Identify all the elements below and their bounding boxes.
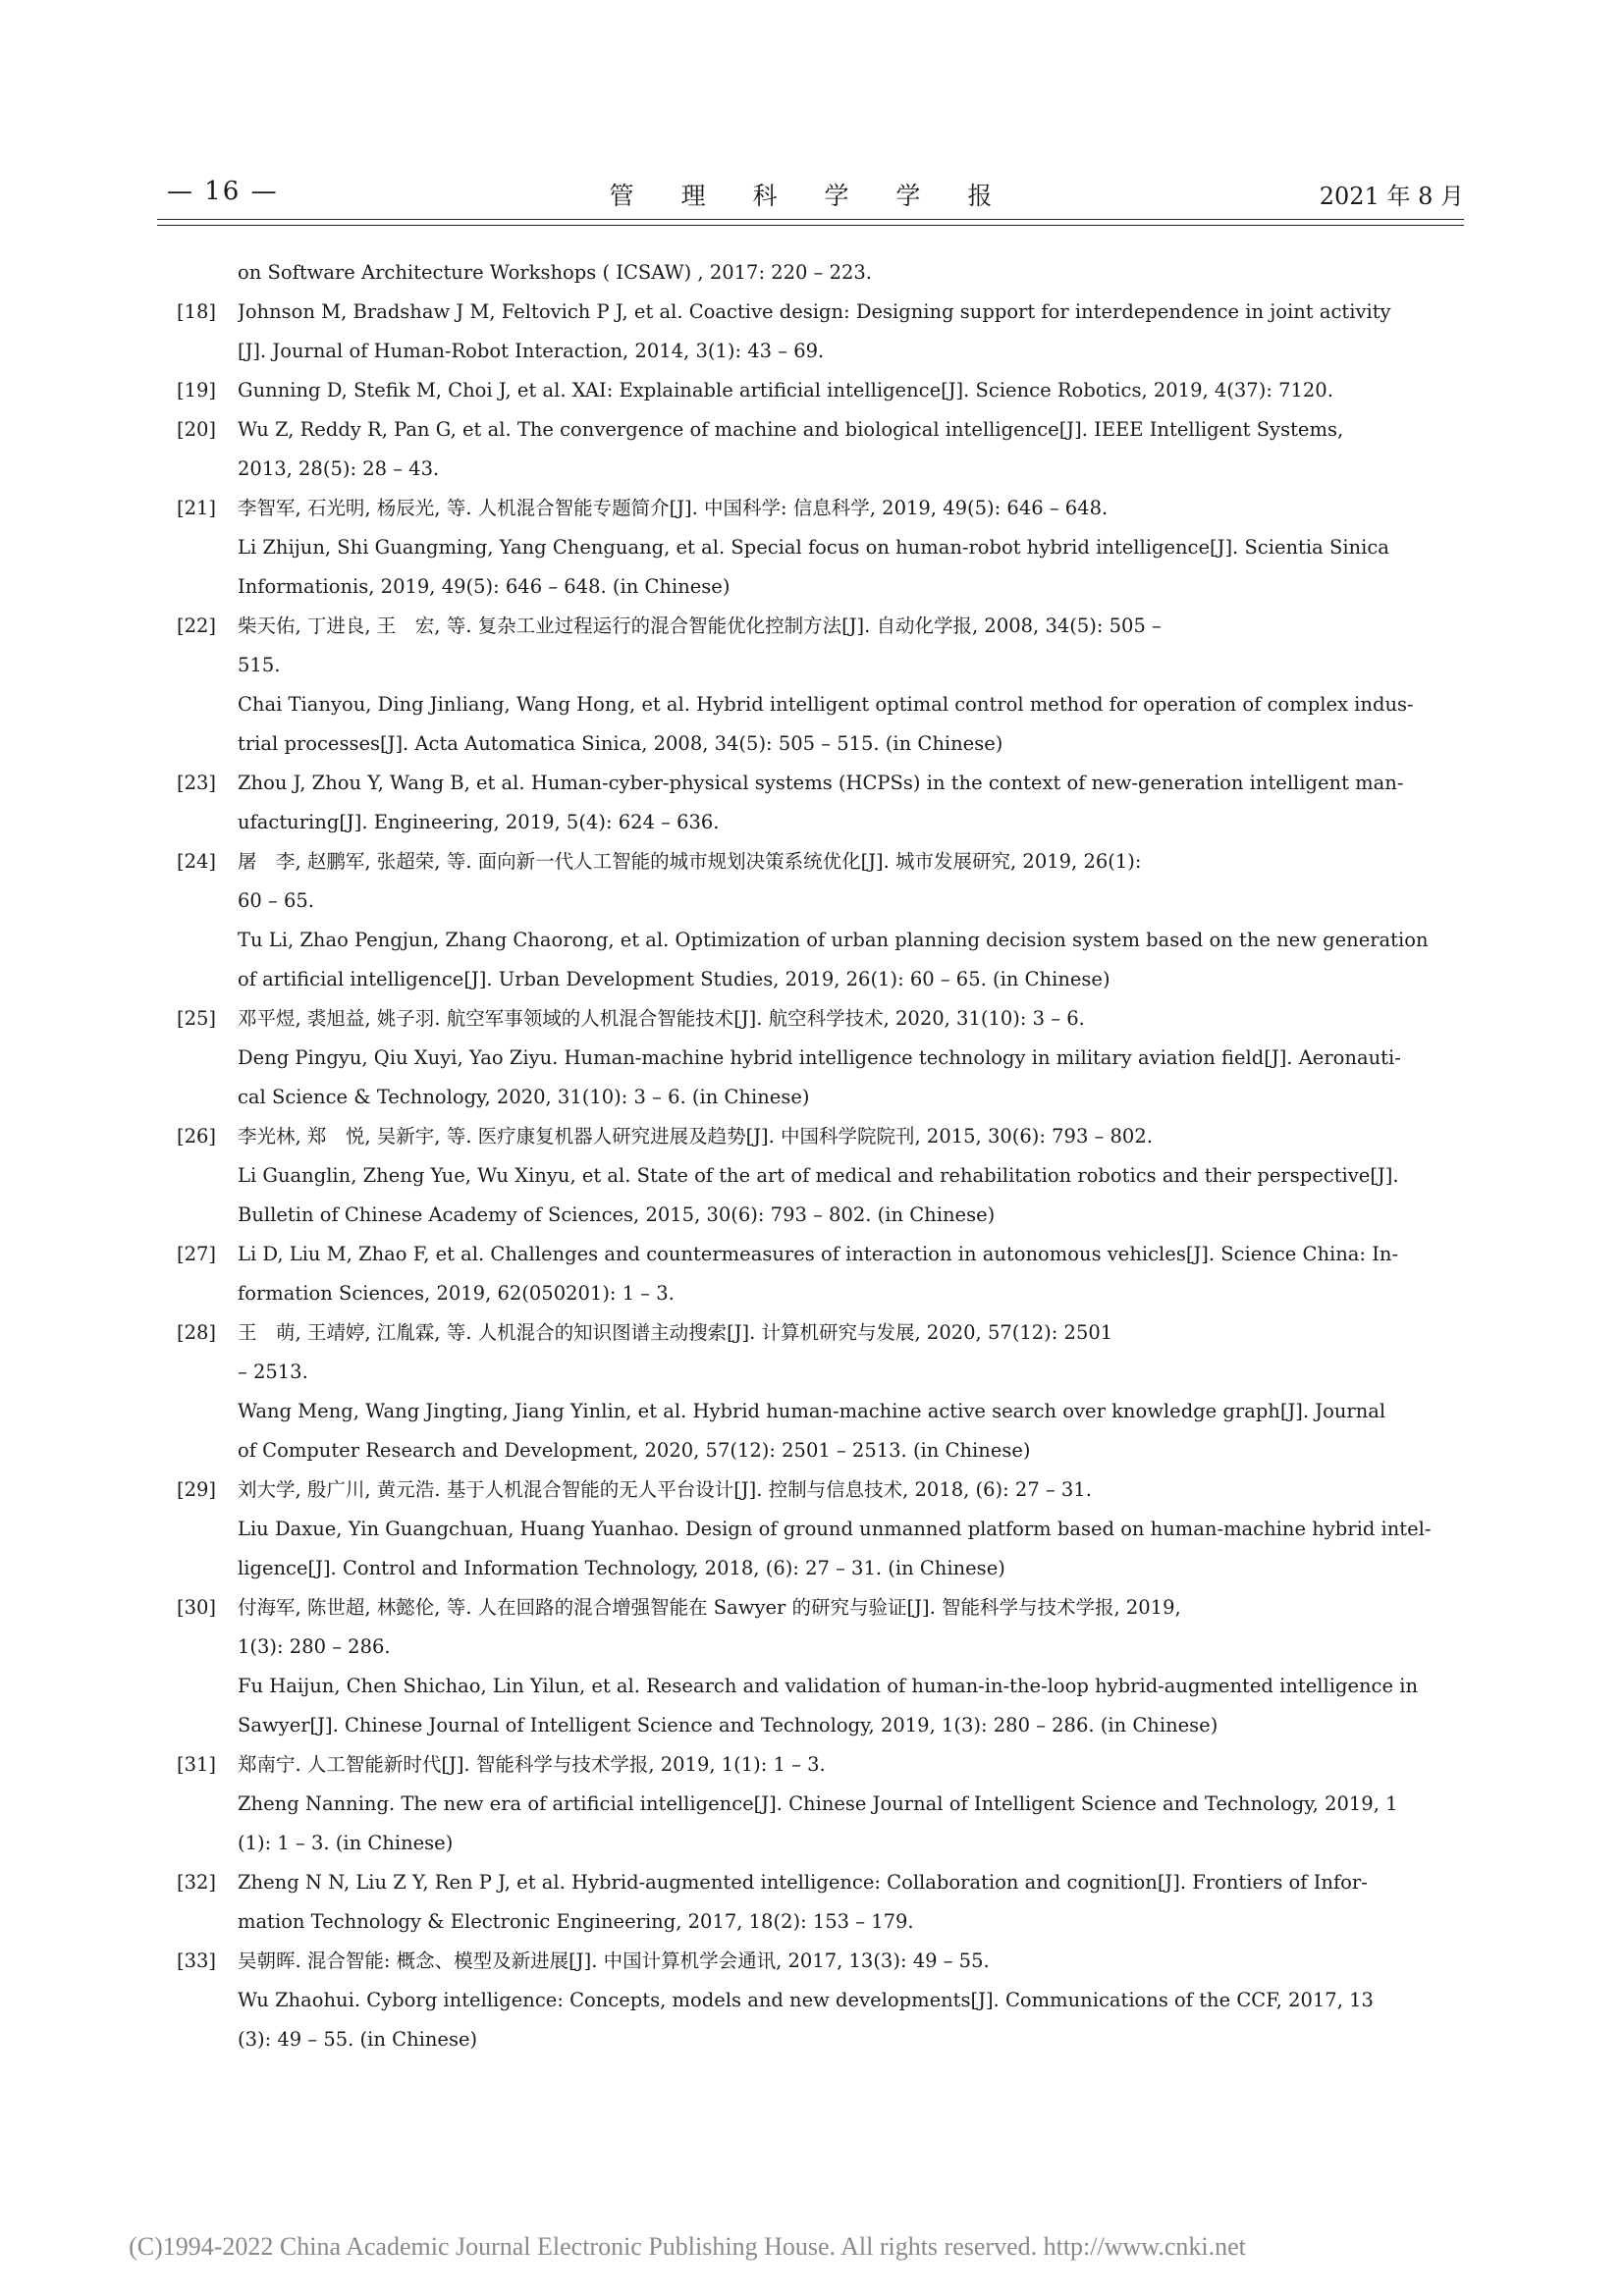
reference-item — [177, 410, 1464, 489]
reference-line: (3): 49 – 55. (in Chinese) — [238, 2028, 478, 2051]
reference-text — [238, 293, 1464, 371]
reference-number: [26] — [177, 1125, 217, 1148]
reference-number: [18] — [177, 300, 217, 323]
reference-line: 郑南宁. 人工智能新时代[J]. 智能科学与技术学报, 2019, 1(1): 1 – 3. — [238, 1753, 826, 1776]
header-rule-bottom — [157, 225, 1464, 226]
reference-number: [30] — [177, 1596, 217, 1619]
reference-line: Zheng N N, Liu Z Y, Ren P J, et al. Hybrid-augmented intelligence: Collaboration and cognition[J]. Frontiers of Infor- — [238, 1871, 1368, 1894]
reference-text — [238, 1745, 1464, 1863]
reference-number: [21] — [177, 497, 217, 519]
reference-item — [177, 1745, 1464, 1863]
reference-line: Tu Li, Zhao Pengjun, Zhang Chaorong, et al. Optimization of urban planning decision system based on the new generation — [238, 929, 1429, 951]
reference-number: [20] — [177, 418, 217, 441]
reference-line: Li D, Liu M, Zhao F, et al. Challenges and countermeasures of interaction in autonomous vehicles[J]. Science China: In- — [238, 1243, 1399, 1265]
reference-line: Sawyer[J]. Chinese Journal of Intelligent Science and Technology, 2019, 1(3): 280 – 286. (in Chinese) — [238, 1714, 1218, 1736]
reference-number: [22] — [177, 614, 217, 637]
reference-line: trial processes[J]. Acta Automatica Sinica, 2008, 34(5): 505 – 515. (in Chinese) — [238, 732, 1003, 755]
reference-line: 吴朝晖. 混合智能: 概念、模型及新进展[J]. 中国计算机学会通讯, 2017, 13(3): 49 – 55. — [238, 1949, 990, 1972]
reference-line: formation Sciences, 2019, 62(050201): 1 – 3. — [238, 1282, 675, 1305]
reference-text — [238, 1470, 1464, 1588]
reference-number: [25] — [177, 1007, 217, 1030]
reference-item — [177, 764, 1464, 842]
reference-line: Zhou J, Zhou Y, Wang B, et al. Human-cyber-physical systems (HCPSs) in the context of new-generation intelligent man- — [238, 772, 1404, 794]
reference-line: 付海军, 陈世超, 林懿伦, 等. 人在回路的混合增强智能在 Sawyer 的研究与验证[J]. 智能科学与技术学报, 2019, — [238, 1596, 1181, 1619]
reference-item — [177, 489, 1464, 607]
reference-number: [23] — [177, 772, 217, 794]
reference-text — [238, 842, 1464, 999]
reference-text — [238, 1588, 1464, 1745]
reference-text — [238, 1117, 1464, 1235]
reference-number: [31] — [177, 1753, 217, 1776]
reference-item — [177, 842, 1464, 999]
reference-line: of Computer Research and Development, 2020, 57(12): 2501 – 2513. (in Chinese) — [238, 1439, 1031, 1462]
reference-line: of artificial intelligence[J]. Urban Development Studies, 2019, 26(1): 60 – 65. (in Chinese) — [238, 968, 1110, 990]
reference-continuation — [177, 253, 1464, 293]
reference-item — [177, 1863, 1464, 1942]
reference-number: [32] — [177, 1871, 217, 1894]
reference-line: (1): 1 – 3. (in Chinese) — [238, 1832, 454, 1854]
reference-item — [177, 1235, 1464, 1313]
reference-text — [238, 1863, 1464, 1942]
reference-item — [177, 1588, 1464, 1745]
reference-line: Bulletin of Chinese Academy of Sciences, 2015, 30(6): 793 – 802. (in Chinese) — [238, 1203, 996, 1226]
reference-number: [27] — [177, 1243, 217, 1265]
reference-line: – 2513. — [238, 1361, 308, 1383]
reference-line: 2013, 28(5): 28 – 43. — [238, 457, 440, 480]
reference-number: [24] — [177, 850, 217, 873]
reference-text — [238, 1942, 1464, 2059]
issue-date: 2021 年 8 月 — [1319, 183, 1464, 210]
reference-line: 邓平煜, 裘旭益, 姚子羽. 航空军事领域的人机混合智能技术[J]. 航空科学技术, 2020, 31(10): 3 – 6. — [238, 1007, 1085, 1030]
reference-text — [238, 607, 1464, 764]
reference-line: cal Science & Technology, 2020, 31(10): 3 – 6. (in Chinese) — [238, 1086, 810, 1108]
reference-line: Gunning D, Stefik M, Choi J, et al. XAI: Explainable artificial intelligence[J]. Science Robotics, 2019, 4(37): 7120. — [238, 379, 1333, 401]
reference-line: 柴天佑, 丁进良, 王 宏, 等. 复杂工业过程运行的混合智能优化控制方法[J]. 自动化学报, 2008, 34(5): 505 – — [238, 614, 1162, 637]
reference-line: Zheng Nanning. The new era of artificial intelligence[J]. Chinese Journal of Intelligent Science and Technology, 2019, 1 — [238, 1792, 1398, 1815]
reference-line: Liu Daxue, Yin Guangchuan, Huang Yuanhao. Design of ground unmanned platform based on human-machine hybrid intel- — [238, 1518, 1432, 1540]
reference-line: on Software Architecture Workshops ( ICSAW) , 2017: 220 – 223. — [238, 261, 872, 284]
reference-line: Informationis, 2019, 49(5): 646 – 648. (in Chinese) — [238, 575, 731, 598]
reference-number: [28] — [177, 1321, 217, 1344]
reference-text — [238, 999, 1464, 1117]
reference-text — [238, 410, 1464, 489]
reference-number: [29] — [177, 1478, 217, 1501]
reference-line: mation Technology & Electronic Engineering, 2017, 18(2): 153 – 179. — [238, 1910, 914, 1933]
reference-line: Li Guanglin, Zheng Yue, Wu Xinyu, et al. State of the art of medical and rehabilitation robotics and their perspective[J]. — [238, 1164, 1399, 1187]
journal-title: 管 理 科 学 学 报 — [609, 182, 1012, 210]
reference-text — [238, 1235, 1464, 1313]
reference-line: 李光林, 郑 悦, 吴新宇, 等. 医疗康复机器人研究进展及趋势[J]. 中国科学院院刊, 2015, 30(6): 793 – 802. — [238, 1125, 1153, 1148]
reference-line: 李智军, 石光明, 杨辰光, 等. 人机混合智能专题简介[J]. 中国科学: 信息科学, 2019, 49(5): 646 – 648. — [238, 497, 1109, 519]
reference-line: Wang Meng, Wang Jingting, Jiang Yinlin, et al. Hybrid human-machine active search over knowledge graph[J]. Journal — [238, 1400, 1386, 1422]
reference-list — [177, 253, 1464, 2059]
reference-text — [238, 1313, 1464, 1470]
reference-line: 屠 李, 赵鹏军, 张超荣, 等. 面向新一代人工智能的城市规划决策系统优化[J]. 城市发展研究, 2019, 26(1): — [238, 850, 1142, 873]
reference-text — [238, 764, 1464, 842]
reference-number: [19] — [177, 379, 217, 401]
reference-line: ufacturing[J]. Engineering, 2019, 5(4): 624 – 636. — [238, 811, 720, 833]
reference-line: Fu Haijun, Chen Shichao, Lin Yilun, et al. Research and validation of human-in-the-loop hybrid-augmented intelligence in — [238, 1675, 1419, 1697]
reference-line: Johnson M, Bradshaw J M, Feltovich P J, et al. Coactive design: Designing support for interdependence in joint activity — [238, 300, 1391, 323]
reference-line: 王 萌, 王靖婷, 江胤霖, 等. 人机混合的知识图谱主动搜索[J]. 计算机研究与发展, 2020, 57(12): 2501 — [238, 1321, 1113, 1344]
reference-item — [177, 1117, 1464, 1235]
page-number: — 16 — — [167, 177, 279, 206]
reference-line: ligence[J]. Control and Information Technology, 2018, (6): 27 – 31. (in Chinese) — [238, 1557, 1005, 1579]
reference-line: 刘大学, 殷广川, 黄元浩. 基于人机混合智能的无人平台设计[J]. 控制与信息技术, 2018, (6): 27 – 31. — [238, 1478, 1092, 1501]
reference-item — [177, 293, 1464, 371]
reference-line: Li Zhijun, Shi Guangming, Yang Chenguang, et al. Special focus on human-robot hybrid intelligence[J]. Scientia Sinica — [238, 536, 1389, 559]
running-header — [157, 177, 1464, 216]
reference-item — [177, 371, 1464, 410]
reference-number: [33] — [177, 1949, 217, 1972]
reference-item — [177, 1313, 1464, 1470]
reference-line: Wu Zhaohui. Cyborg intelligence: Concepts, models and new developments[J]. Communications of the CCF, 2017, 13 — [238, 1989, 1374, 2011]
reference-line: Chai Tianyou, Ding Jinliang, Wang Hong, et al. Hybrid intelligent optimal control method for operation of complex indus- — [238, 693, 1414, 716]
reference-line: 1(3): 280 – 286. — [238, 1635, 391, 1658]
copyright-footer: (C)1994-2022 China Academic Journal Electronic Publishing House. All rights reserved. http://www.cnki.net — [129, 2232, 1246, 2261]
reference-item — [177, 999, 1464, 1117]
reference-text — [238, 371, 1464, 410]
reference-line: 60 – 65. — [238, 889, 314, 912]
reference-item — [177, 1942, 1464, 2059]
header-rule-top — [157, 219, 1464, 220]
reference-line: Deng Pingyu, Qiu Xuyi, Yao Ziyu. Human-machine hybrid intelligence technology in military aviation field[J]. Aeronauti- — [238, 1046, 1401, 1069]
reference-text — [238, 489, 1464, 607]
reference-line: 515. — [238, 654, 281, 676]
reference-item — [177, 607, 1464, 764]
reference-line: Wu Z, Reddy R, Pan G, et al. The convergence of machine and biological intelligence[J]. IEEE Intelligent Systems, — [238, 418, 1344, 441]
reference-item — [177, 1470, 1464, 1588]
reference-line: [J]. Journal of Human-Robot Interaction, 2014, 3(1): 43 – 69. — [238, 340, 825, 362]
